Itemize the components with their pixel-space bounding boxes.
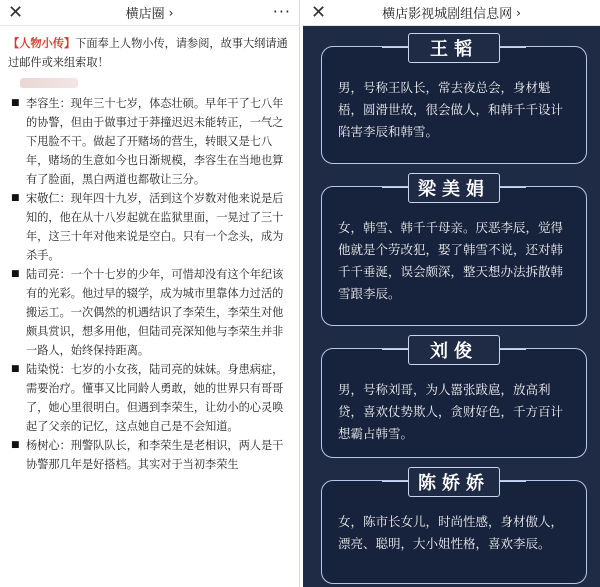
card-name-frame — [408, 335, 500, 365]
card-name-frame — [408, 467, 500, 497]
more-options-icon[interactable]: ··· — [272, 2, 291, 21]
right-header-bar — [303, 0, 600, 26]
intro-paragraph — [8, 34, 289, 72]
card-name: 王韬 — [430, 39, 478, 60]
character-card — [321, 473, 587, 584]
card-name: 刘俊 — [430, 341, 478, 362]
left-header-title-link[interactable] — [126, 3, 174, 22]
card-name: 梁美娟 — [418, 179, 490, 200]
left-header-title: 横店圈 — [125, 7, 165, 22]
character-item: ■ 宋敬仁：现年四十九岁，活到这个岁数对他来说是后知的，他在从十八岁起就在监狱里面，一晃过了三十年，这三十年对他来说是空白。只有一个念头，成为杀手。 — [8, 189, 289, 265]
right-header-title: 横店影视城剧组信息网 — [382, 7, 513, 22]
article-body — [0, 26, 299, 474]
character-item: ■ 杨树心：刑警队队长，和李荣生是老相识，两人是干协警那几年是好搭档。其实对于当初李荣生 — [8, 436, 289, 474]
close-icon[interactable]: ✕ — [311, 2, 327, 23]
intro-text: 下面奉上人物小传，请参阅，故事大纲请通过邮件或来组索取！ — [8, 37, 288, 69]
character-item: ■ 李容生：现年三十七岁，体态壮硕。早年干了七八年的协警，但由于做事过于莽撞迟迟未能转正，一气之下甩脸不干。做起了开赌场的营生，转眼又是七八年，赌场的生意如今也日渐规模，李容生在当地也算有了脸面，黑白两道也都敬让三分。 — [8, 94, 289, 189]
chevron-right-icon: › — [168, 5, 174, 20]
card-description: 女，陈市长女儿，时尚性感，身材傲人，漂亮、聪明，大小姐性格，喜欢李辰。 — [338, 514, 564, 551]
intro-tag: 【人物小传】 — [8, 37, 76, 50]
character-card — [321, 179, 587, 326]
character-item: ■ 陆司亮：一个十七岁的少年，可惜却没有这个年纪该有的光彩。他过早的辍学，成为城市里靠体力过活的搬运工。一次偶然的机遇结识了李荣生，李荣生对他颇具赏识，想多用他，但陆司亮深知他与李荣生并非一路人，始终保持距离。 — [8, 265, 289, 360]
right-header-title-link[interactable] — [382, 3, 521, 22]
chevron-right-icon: › — [516, 5, 521, 20]
card-description: 男，号称刘哥，为人嚣张跋扈，放高利贷，喜欢仗势欺人，贪财好色，千方百计想霸占韩雪。 — [338, 382, 564, 441]
close-icon[interactable]: ✕ — [8, 2, 24, 23]
card-description: 男，号称王队长，常去夜总会，身材魁梧，圆滑世故，很会做人，和韩千千设计陷害李辰和韩雪。 — [338, 80, 564, 139]
left-header-bar — [0, 0, 299, 26]
character-list — [8, 94, 289, 474]
card-description: 女，韩雪、韩千千母亲。厌恶李辰，觉得他就是个劳改犯，娶了韩雪不说，还对韩千千垂涎，误会颇深，整天想办法拆散韩雪跟李辰。 — [338, 220, 564, 301]
character-item: ■ 陆染悦：七岁的小女孩，陆司亮的妹妹。身患病症，需要治疗。懂事又比同龄人勇敢，她的世界只有哥哥了，她心里很明白。但遇到李荣生，让幼小的心灵唤起了父亲的记忆，这点她自己是不会知道。 — [8, 360, 289, 436]
blurred-text — [20, 78, 78, 88]
character-card — [321, 39, 587, 164]
character-card — [321, 341, 587, 458]
right-screenshot-panel — [303, 0, 600, 587]
card-name-frame — [408, 33, 500, 63]
card-name-frame — [408, 173, 500, 203]
card-name: 陈娇娇 — [418, 473, 490, 494]
character-cards — [303, 26, 600, 587]
